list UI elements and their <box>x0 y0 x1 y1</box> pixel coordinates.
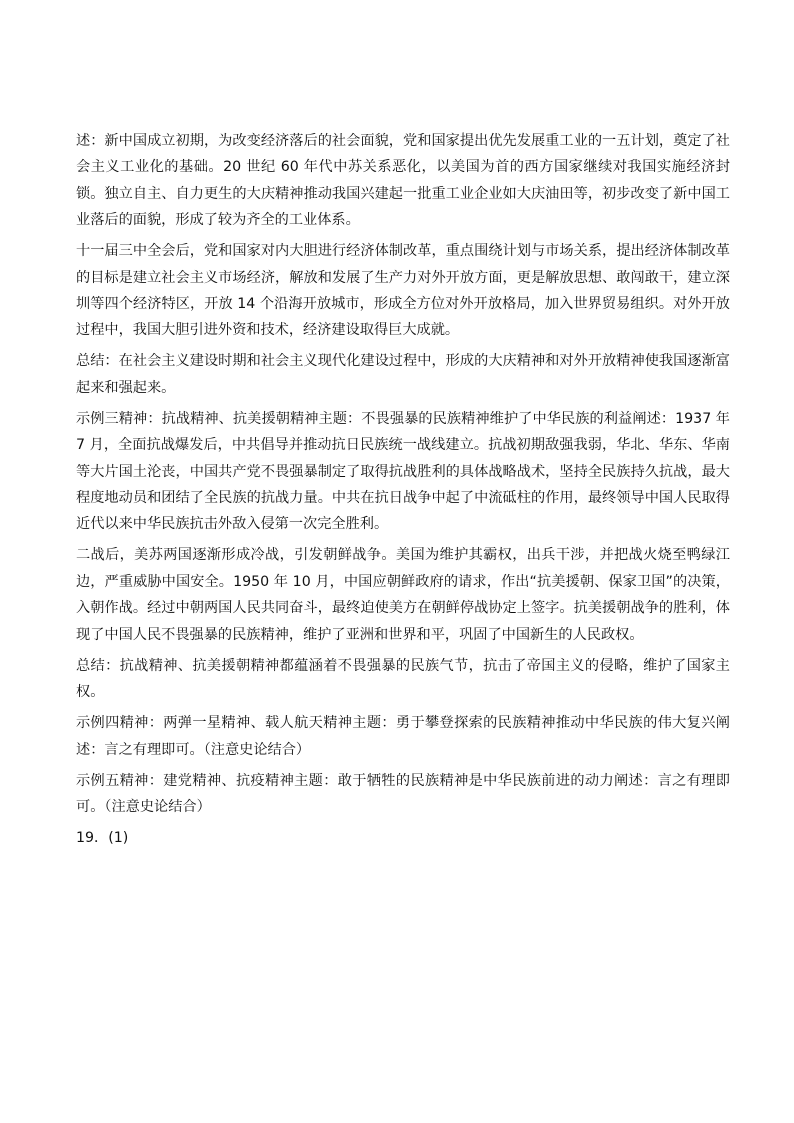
paragraph-korean-war: 二战后，美苏两国逐渐形成冷战，引发朝鲜战争。美国为维护其霸权，出兵干涉，并把战火烧至鸭绿江边，严重威胁中国安全。1950 年 10 月，中国应朝鲜政府的请求，作出“抗美援朝、保家卫国”的决策，入朝作战。经过中朝两国人民共同奋斗，最终迫使美方在朝鲜停战协定上签字。抗美援朝战争的胜利，体现了中国人民不畏强暴的民族精神，维护了亚洲和世界和平，巩固了中国新生的人民政权。 <box>76 547 730 643</box>
paragraph-summary-two: 总结：在社会主义建设时期和社会主义现代化建设过程中，形成的大庆精神和对外开放精神使我国逐渐富起来和强起来。 <box>76 353 730 396</box>
document-page <box>76 128 730 856</box>
paragraph-dongqing-spirit: 述：新中国成立初期，为改变经济落后的社会面貌，党和国家提出优先发展重工业的一五计划，奠定了社会主义工业化的基础。20 世纪 60 年代中苏关系恶化，以美国为首的西方国家继续对我国实施经济封锁。独立自主、自力更生的大庆精神推动我国兴建起一批重工业企业如大庆油田等，初步改变了新中国工业落后的面貌，形成了较为齐全的工业体系。 <box>76 133 730 229</box>
paragraph-reform-opening: 十一届三中全会后，党和国家对内大胆进行经济体制改革，重点围绕计划与市场关系，提出经济体制改革的目标是建立社会主义市场经济，解放和发展了生产力对外开放方面，更是解放思想、敢闯敢干，建立深圳等四个经济特区，开放 14 个沿海开放城市，形成全方位对外开放格局，加入世界贸易组织。对外开放过程中，我国大胆引进外资和技术，经济建设取得巨大成就。 <box>76 243 730 339</box>
paragraph-example-three: 示例三精神：抗战精神、抗美援朝精神主题：不畏强暴的民族精神维护了中华民族的利益阐述：1937 年 7 月，全面抗战爆发后，中共倡导并推动抗日民族统一战线建立。抗战初期敌强我弱，华北、华东、华南等大片国土沦丧，中国共产党不畏强暴制定了取得抗战胜利的具体战略战术，坚持全民族持久抗战，最大程度地动员和团结了全民族的抗战力量。中共在抗日战争中起了中流砥柱的作用，最终领导中国人民取得近代以来中华民族抗击外敌入侵第一次完全胜利。 <box>76 410 730 533</box>
paragraph-example-five: 示例五精神：建党精神、抗疫精神主题：敢于牺牲的民族精神是中华民族前进的动力阐述：言之有理即可。（注意史论结合） <box>76 772 730 815</box>
paragraph-summary-three: 总结：抗战精神、抗美援朝精神都蕴涵着不畏强暴的民族气节，抗击了帝国主义的侵略，维护了国家主权。 <box>76 657 730 701</box>
paragraph-example-four: 示例四精神：两弹一星精神、载人航天精神主题：勇于攀登探索的民族精神推动中华民族的伟大复兴阐述：言之有理即可。（注意史论结合） <box>76 715 730 758</box>
question-number: 19．(1) <box>76 829 129 846</box>
